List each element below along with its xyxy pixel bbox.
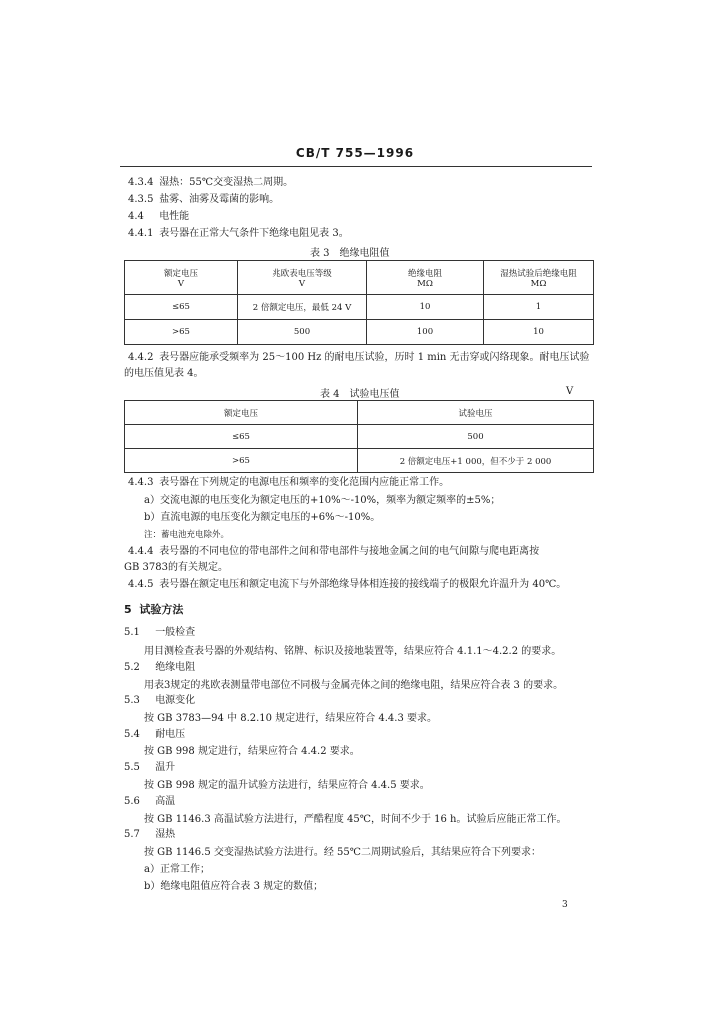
clause-4-4-2-cont: 的电压值见表 4。	[124, 368, 204, 379]
table-cell: ≤65	[125, 295, 238, 320]
clause-4-3-5: 4.3.5 盐雾、油雾及霉菌的影响。	[128, 194, 280, 205]
table-cell: 500	[238, 320, 367, 345]
clause-4-4-4: 4.4.4 表号器的不同电位的带电部件之间和带电部件与接地金属之间的电气间隙与爬电距离按	[128, 546, 540, 557]
table-cell: 500	[358, 425, 594, 449]
clause-4-4-3-item-a: a）交流电源的电压变化为额定电压的+10%～-10%，频率为额定频率的±5%；	[144, 495, 501, 506]
table-cell: >65	[125, 320, 238, 345]
table3-caption: 表 3 绝缘电阻值	[310, 248, 390, 259]
table-row	[125, 320, 594, 345]
table-cell: 2 倍额定电压，最低 24 V	[238, 295, 367, 320]
clause-5-6-title: 5.6 高温	[124, 796, 176, 807]
clause-4-4-3-item-b: b）直流电源的电压变化为额定电压的+6%～-10%。	[144, 512, 381, 523]
table-cell: 1	[484, 295, 594, 320]
table-cell: 2 倍额定电压+1 000，但不少于 2 000	[358, 449, 594, 473]
clause-5-3-body: 按 GB 3783—94 中 8.2.10 规定进行，结果应符合 4.4.3 要求。	[144, 713, 438, 724]
table-row	[125, 295, 594, 320]
clause-5-7-item-b: b）绝缘电阻值应符合表 3 规定的数值；	[144, 881, 324, 892]
table-cell: 100	[367, 320, 484, 345]
page-number: 3	[562, 900, 568, 910]
table4-unit: V	[566, 386, 574, 397]
table-header-row	[125, 261, 594, 295]
clause-4-4-5: 4.4.5 表号器在额定电压和额定电流下与外部绝缘导体相连接的接线端子的极限允许温升为 40℃。	[128, 579, 567, 590]
clause-5-6-body: 按 GB 1146.3 高温试验方法进行，严酷程度 45℃，时间不少于 16 h。试验后应能正常工作。	[144, 814, 567, 825]
test-voltage-table	[124, 400, 594, 473]
clause-5-5-body: 按 GB 998 规定的温升试验方法进行，结果应符合 4.4.5 要求。	[144, 780, 430, 791]
table4-caption: 表 4 试验电压值	[320, 389, 400, 400]
table-header-row	[125, 401, 594, 425]
clause-4-4-4-cont: GB 3783的有关规定。	[124, 562, 228, 573]
table-cell: ≤65	[125, 425, 358, 449]
clause-5-5-title: 5.5 温升	[124, 762, 176, 773]
clause-5-7-title: 5.7 湿热	[124, 829, 176, 840]
clause-4-4-1: 4.4.1 表号器在正常大气条件下绝缘电阻见表 3。	[128, 228, 349, 239]
insulation-resistance-table	[124, 260, 594, 345]
section-5-heading: 5 试验方法	[124, 603, 184, 616]
clause-5-7-body: 按 GB 1146.5 交变湿热试验方法进行。经 55℃二周期试验后，其结果应符合下列要求：	[144, 847, 541, 858]
clause-4-4-2: 4.4.2 表号器应能承受频率为 25～100 Hz 的耐电压试验，历时 1 min 无击穿或闪络现象。耐电压试验	[128, 352, 590, 363]
clause-4-3-4: 4.3.4 湿热：55℃交变湿热二周期。	[128, 177, 294, 188]
table-header-cell: 额定电压 V	[125, 261, 238, 295]
table-header-cell: 试验电压	[358, 401, 594, 425]
table-cell: >65	[125, 449, 358, 473]
clause-5-1-title: 5.1 一般检查	[124, 627, 196, 638]
clause-5-2-title: 5.2 绝缘电阻	[124, 662, 196, 673]
clause-5-4-title: 5.4 耐电压	[124, 729, 186, 740]
clause-5-2-body: 用表3规定的兆欧表测量带电部位不同极与金属壳体之间的绝缘电阻，结果应符合表 3 的要求。	[144, 680, 564, 691]
clause-5-4-body: 按 GB 998 规定进行，结果应符合 4.4.2 要求。	[144, 746, 360, 757]
table-header-cell: 额定电压	[125, 401, 358, 425]
table-row	[125, 425, 594, 449]
clause-5-1-body: 用目测检查表号器的外观结构、铭牌、标识及接地装置等，结果应符合 4.1.1～4.2.2 的要求。	[144, 646, 562, 657]
table-row	[125, 449, 594, 473]
table-header-cell: 兆欧表电压等级 V	[238, 261, 367, 295]
clause-5-7-item-a: a）正常工作；	[144, 864, 210, 875]
clause-4-4: 4.4 电性能	[128, 211, 190, 222]
table-header-cell: 绝缘电阻 MΩ	[367, 261, 484, 295]
clause-4-4-3: 4.4.3 表号器在下列规定的电源电压和频率的变化范围内应能正常工作。	[128, 477, 450, 488]
header-rule	[120, 166, 592, 167]
table-cell: 10	[367, 295, 484, 320]
clause-5-3-title: 5.3 电源变化	[124, 695, 196, 706]
table-header-cell: 湿热试验后绝缘电阻 MΩ	[484, 261, 594, 295]
standard-code-header: CB/T 755—1996	[295, 146, 415, 160]
clause-4-4-3-note: 注：蓄电池充电除外。	[144, 530, 230, 540]
table-cell: 10	[484, 320, 594, 345]
